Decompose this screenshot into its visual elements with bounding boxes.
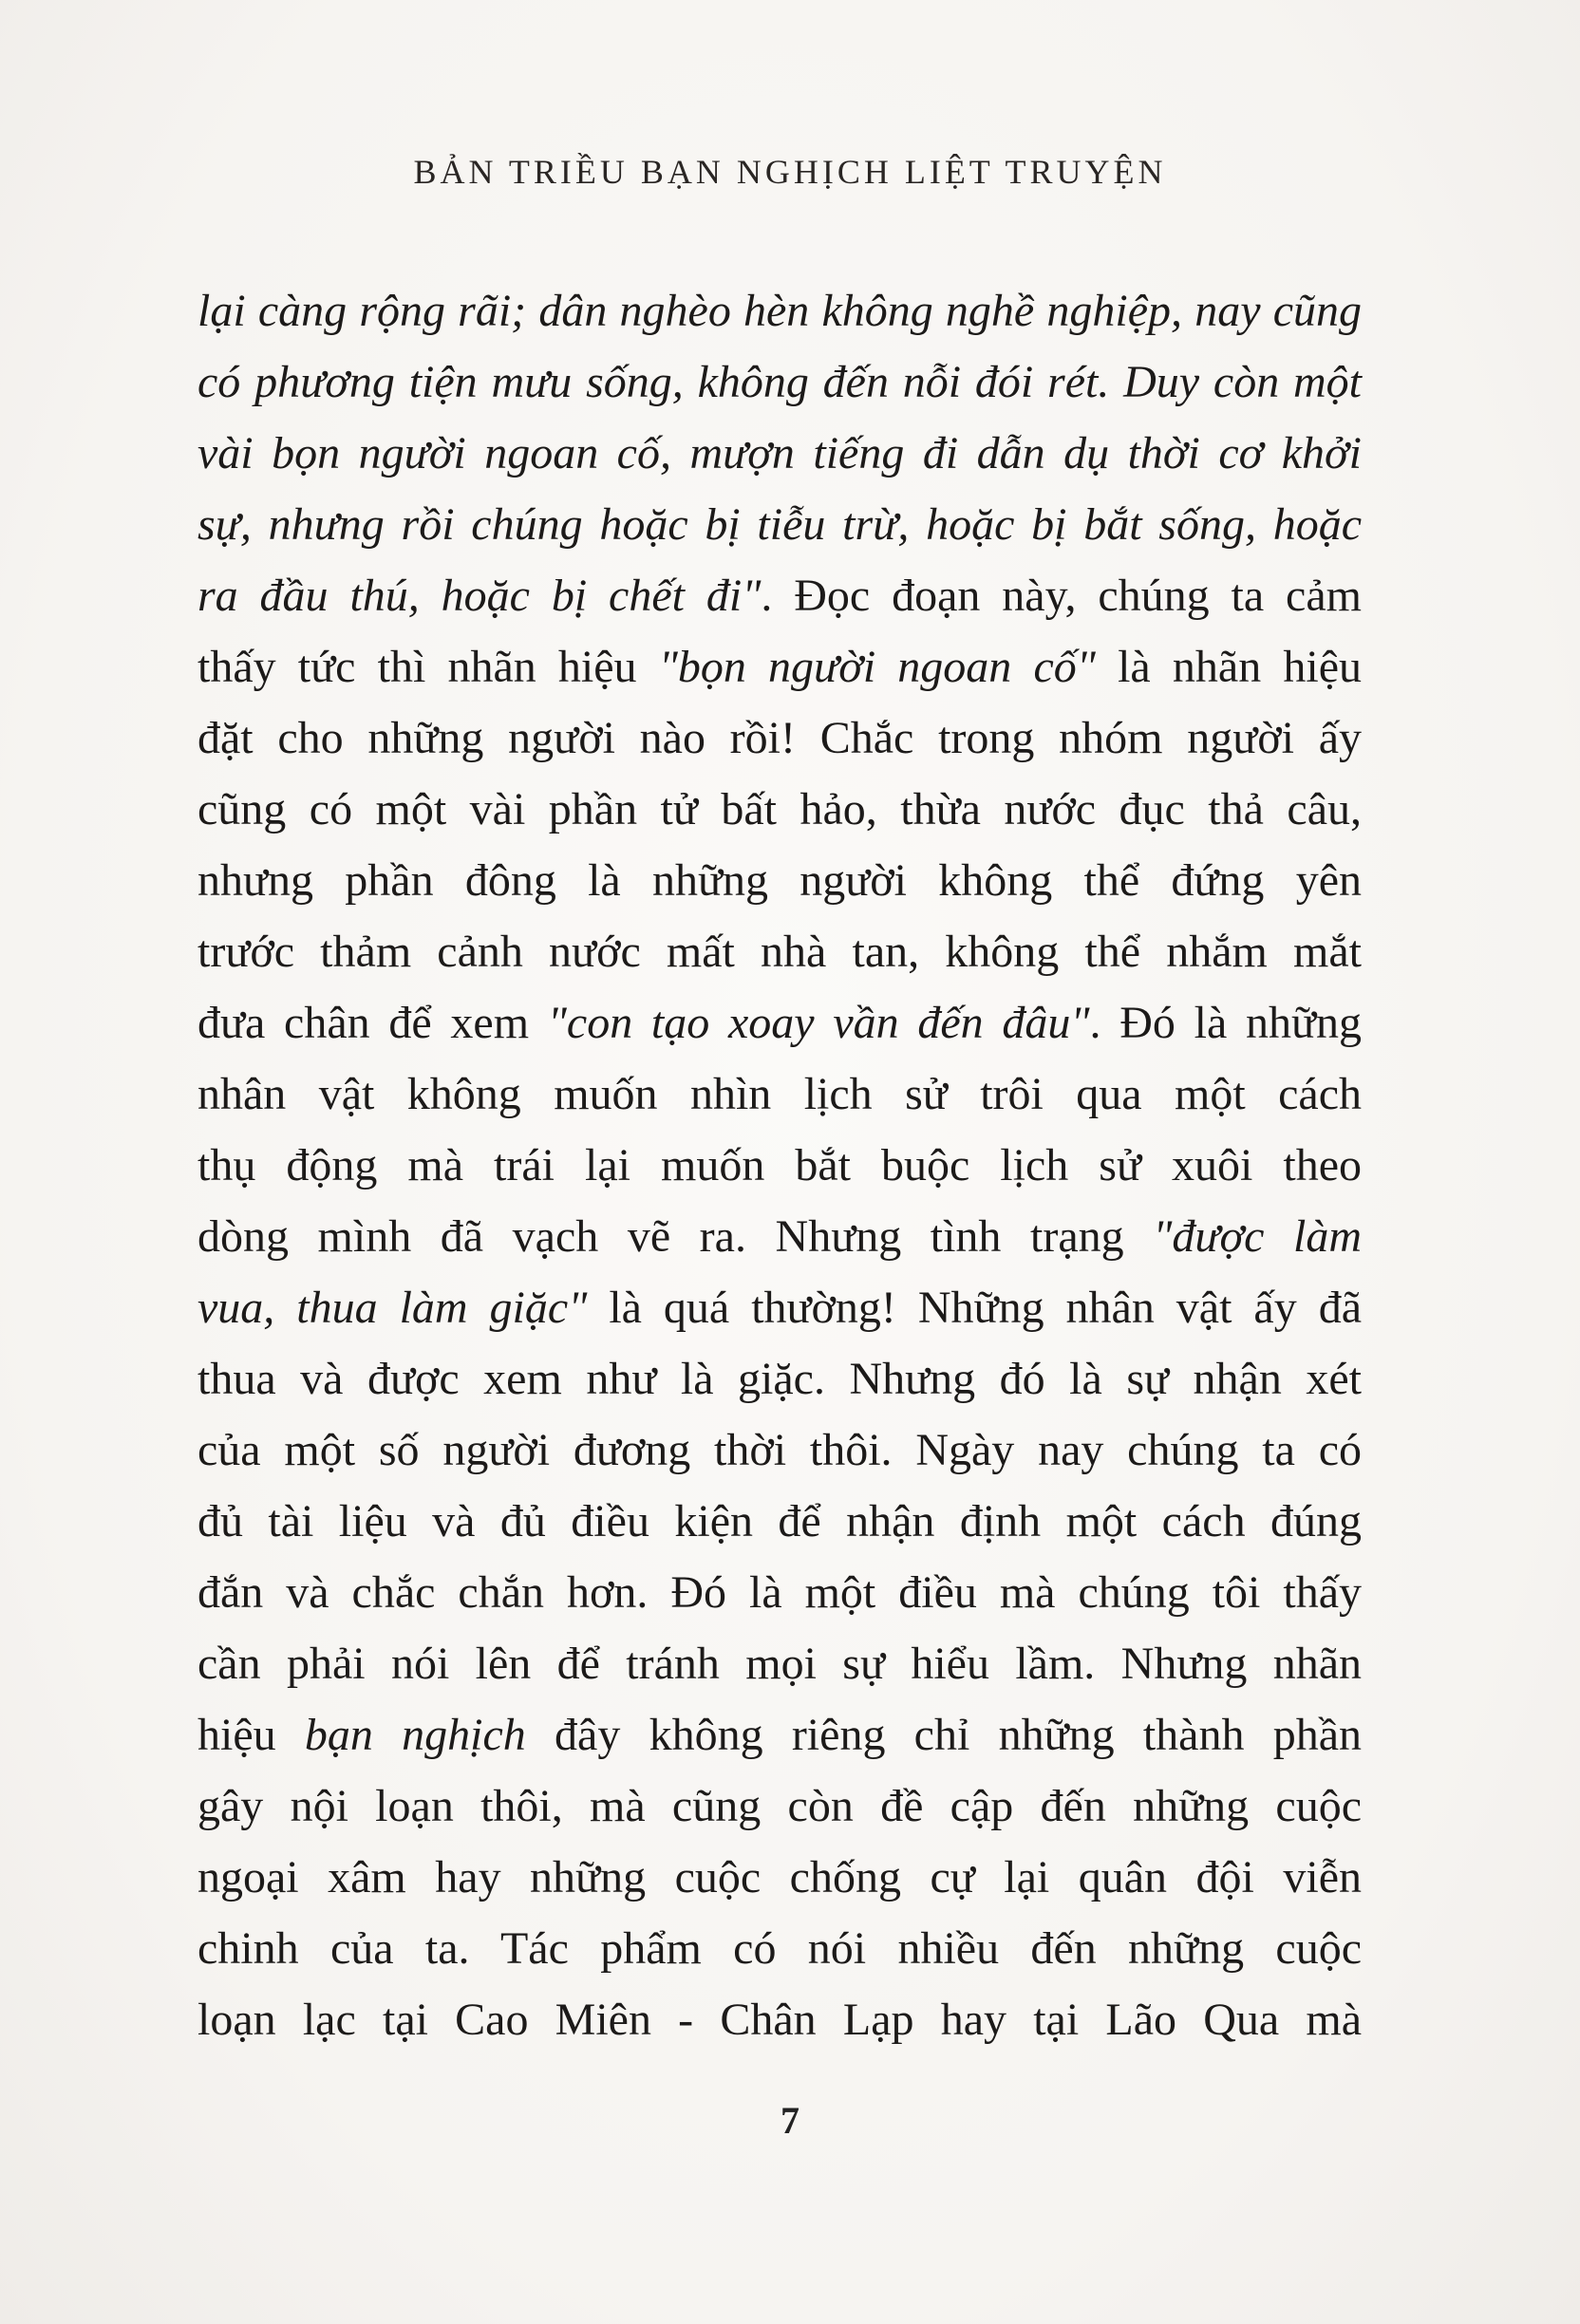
text-line <box>198 1201 1362 1272</box>
text-segment: . Đọc đoạn này, chúng ta cảm <box>761 571 1362 621</box>
text-line <box>198 1628 1362 1699</box>
text-segment: hiệu <box>198 1710 305 1760</box>
text-segment: đủ tài liệu và đủ điều kiện để nhận định một cách đúng <box>198 1496 1362 1546</box>
text-segment: là quá thường! Những nhân vật ấy đã <box>587 1283 1362 1333</box>
text-line <box>198 1557 1362 1628</box>
page-number: 7 <box>781 2099 799 2142</box>
text-line <box>198 1343 1362 1415</box>
text-segment: đắn và chắc chắn hơn. Đó là một điều mà chúng tôi thấy <box>198 1567 1362 1618</box>
text-segment: chinh của ta. Tác phẩm có nói nhiều đến những cuộc <box>198 1923 1362 1974</box>
text-segment: thụ động mà trái lại muốn bắt buộc lịch sử xuôi theo <box>198 1140 1362 1190</box>
italic-text-segment: "con tạo xoay vần đến đâu" <box>547 998 1090 1048</box>
text-line <box>198 1771 1362 1842</box>
text-line <box>198 347 1362 418</box>
running-header: BẢN TRIỀU BẠN NGHỊCH LIỆT TRUYỆN <box>413 153 1167 191</box>
text-segment: gây nội loạn thôi, mà cũng còn đề cập đến những cuộc <box>198 1781 1362 1831</box>
text-line <box>198 1913 1362 1984</box>
text-segment: trước thảm cảnh nước mất nhà tan, không thể nhắm mắt <box>198 927 1362 977</box>
text-line <box>198 418 1362 489</box>
text-line <box>198 1272 1362 1343</box>
text-segment: cần phải nói lên để tránh mọi sự hiểu lầm. Nhưng nhãn <box>198 1639 1362 1689</box>
text-line <box>198 560 1362 631</box>
text-segment: thua và được xem như là giặc. Nhưng đó là sự nhận xét <box>198 1354 1362 1404</box>
text-line <box>198 1699 1362 1771</box>
text-segment: đây không riêng chỉ những thành phần <box>525 1710 1363 1760</box>
italic-text-segment: lại càng rộng rãi; dân nghèo hèn không nghề nghiệp, nay cũng <box>198 286 1362 336</box>
italic-text-segment: bạn nghịch <box>304 1710 526 1760</box>
text-segment: nhưng phần đông là những người không thể đứng yên <box>198 855 1362 906</box>
body-text <box>198 275 1362 2055</box>
text-line <box>198 845 1362 916</box>
text-segment: thấy tức thì nhãn hiệu <box>198 642 659 692</box>
text-line <box>198 1059 1362 1130</box>
text-segment: cũng có một vài phần tử bất hảo, thừa nước đục thả câu, <box>198 784 1362 834</box>
text-line <box>198 1415 1362 1486</box>
italic-text-segment: vua, thua làm giặc" <box>198 1283 588 1333</box>
italic-text-segment: sự, nhưng rồi chúng hoặc bị tiễu trừ, hoặc bị bắt sống, hoặc <box>198 499 1362 550</box>
text-segment: của một số người đương thời thôi. Ngày nay chúng ta có <box>198 1425 1362 1475</box>
text-line <box>198 1984 1362 2055</box>
text-line <box>198 489 1362 560</box>
text-line <box>198 987 1362 1059</box>
italic-text-segment: ra đầu thú, hoặc bị chết đi" <box>198 571 762 621</box>
text-segment: dòng mình đã vạch vẽ ra. Nhưng tình trạng <box>198 1211 1154 1262</box>
text-line <box>198 275 1362 347</box>
italic-text-segment: có phương tiện mưu sống, không đến nỗi đói rét. Duy còn một <box>198 357 1362 407</box>
text-segment: . Đó là những <box>1089 998 1362 1048</box>
text-segment: loạn lạc tại Cao Miên - Chân Lạp hay tại Lão Qua mà <box>198 1995 1362 2045</box>
text-line <box>198 1130 1362 1201</box>
italic-text-segment: "được làm <box>1153 1211 1363 1262</box>
text-segment: nhân vật không muốn nhìn lịch sử trôi qua một cách <box>198 1069 1362 1119</box>
text-line <box>198 1486 1362 1557</box>
text-segment: là nhãn hiệu <box>1095 642 1362 692</box>
text-segment: đặt cho những người nào rồi! Chắc trong nhóm người ấy <box>198 713 1362 763</box>
text-line <box>198 703 1362 774</box>
text-line <box>198 774 1362 845</box>
italic-text-segment: vài bọn người ngoan cố, mượn tiếng đi dẫn dụ thời cơ khởi <box>198 428 1362 478</box>
text-line <box>198 631 1362 703</box>
text-segment: đưa chân để xem <box>198 998 548 1048</box>
text-segment: ngoại xâm hay những cuộc chống cự lại quân đội viễn <box>198 1852 1362 1902</box>
text-line <box>198 1842 1362 1913</box>
text-line <box>198 916 1362 987</box>
italic-text-segment: "bọn người ngoan cố" <box>658 642 1096 692</box>
